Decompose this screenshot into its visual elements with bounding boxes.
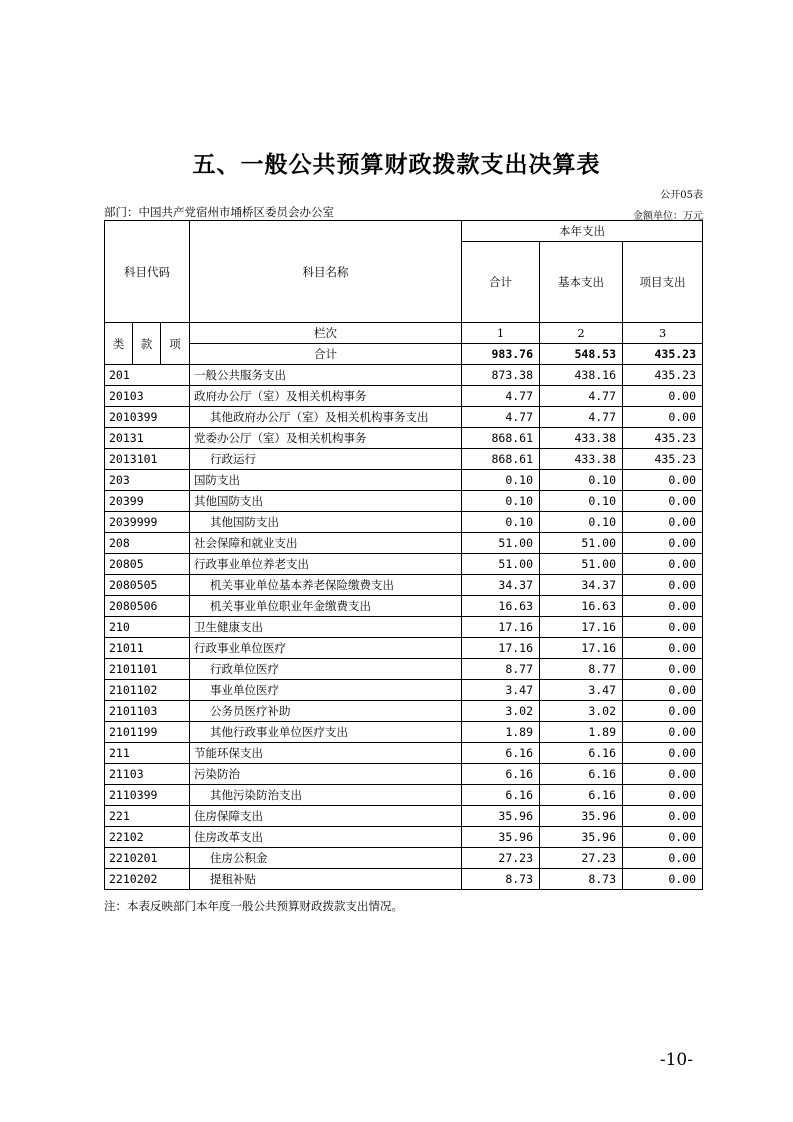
row-total: 0.10 [462,470,540,491]
table-row [105,365,703,386]
row-project: 0.00 [623,407,703,428]
row-code: 2101101 [105,659,190,680]
header-col3: 3 [623,323,703,344]
row-basic: 0.10 [540,491,623,512]
row-basic: 3.47 [540,680,623,701]
row-project: 0.00 [623,869,703,890]
row-basic: 6.16 [540,743,623,764]
row-project: 0.00 [623,533,703,554]
table-row [105,449,703,470]
row-basic: 0.10 [540,512,623,533]
row-name: 卫生健康支出 [190,617,462,638]
row-basic: 4.77 [540,407,623,428]
header-kuan: 款 [133,323,161,365]
table-row [105,617,703,638]
row-code: 21103 [105,764,190,785]
sum-total: 983.76 [462,344,540,365]
row-code: 210 [105,617,190,638]
row-total: 6.16 [462,785,540,806]
row-total: 1.89 [462,722,540,743]
row-name: 公务员医疗补助 [190,701,462,722]
row-code: 2101102 [105,680,190,701]
row-name: 其他国防支出 [190,491,462,512]
row-total: 17.16 [462,638,540,659]
table-row [105,470,703,491]
row-name: 其他国防支出 [190,512,462,533]
table-row [105,869,703,890]
sum-basic: 548.53 [540,344,623,365]
row-name: 住房保障支出 [190,806,462,827]
row-basic: 0.10 [540,470,623,491]
row-total: 35.96 [462,827,540,848]
row-code: 20805 [105,554,190,575]
row-name: 事业单位医疗 [190,680,462,701]
row-total: 27.23 [462,848,540,869]
row-basic: 51.00 [540,554,623,575]
table-row [105,680,703,701]
header-code-group: 科目代码 [105,221,190,323]
row-total: 868.61 [462,428,540,449]
row-basic: 1.89 [540,722,623,743]
row-total: 8.73 [462,869,540,890]
row-total: 4.77 [462,407,540,428]
table-row [105,575,703,596]
table-row [105,659,703,680]
table-row [105,722,703,743]
row-code: 221 [105,806,190,827]
row-project: 0.00 [623,827,703,848]
page-title: 五、一般公共预算财政拨款支出决算表 [192,152,601,178]
row-basic: 3.02 [540,701,623,722]
page-number: -10- [659,1050,693,1070]
row-basic: 17.16 [540,638,623,659]
table-row [105,386,703,407]
row-code: 2101103 [105,701,190,722]
row-name: 节能环保支出 [190,743,462,764]
row-project: 0.00 [623,386,703,407]
row-total: 17.16 [462,617,540,638]
row-basic: 17.16 [540,617,623,638]
row-code: 20131 [105,428,190,449]
row-basic: 34.37 [540,575,623,596]
row-basic: 35.96 [540,827,623,848]
row-basic: 438.16 [540,365,623,386]
row-name: 社会保障和就业支出 [190,533,462,554]
header-total: 合计 [462,242,540,323]
sum-row [105,344,703,365]
row-name: 行政单位医疗 [190,659,462,680]
row-project: 0.00 [623,764,703,785]
row-name: 行政事业单位医疗 [190,638,462,659]
header-row-1 [105,221,703,242]
row-code: 2101199 [105,722,190,743]
row-basic: 6.16 [540,785,623,806]
table-row [105,512,703,533]
table-row [105,764,703,785]
row-name: 政府办公厅（室）及相关机构事务 [190,386,462,407]
row-code: 2039999 [105,512,190,533]
header-current-year: 本年支出 [462,221,703,242]
row-project: 0.00 [623,491,703,512]
row-project: 435.23 [623,449,703,470]
row-project: 0.00 [623,638,703,659]
row-project: 0.00 [623,680,703,701]
row-name: 一般公共服务支出 [190,365,462,386]
row-total: 873.38 [462,365,540,386]
row-code: 2110399 [105,785,190,806]
row-project: 0.00 [623,554,703,575]
row-name: 国防支出 [190,470,462,491]
row-total: 3.47 [462,680,540,701]
row-total: 35.96 [462,806,540,827]
row-total: 0.10 [462,512,540,533]
row-name: 行政运行 [190,449,462,470]
row-project: 0.00 [623,701,703,722]
row-basic: 16.63 [540,596,623,617]
table-row [105,533,703,554]
header-col2: 2 [540,323,623,344]
row-code: 203 [105,470,190,491]
row-project: 435.23 [623,428,703,449]
row-project: 435.23 [623,365,703,386]
table-row [105,491,703,512]
row-code: 208 [105,533,190,554]
row-project: 0.00 [623,617,703,638]
row-name: 住房改革支出 [190,827,462,848]
header-col1: 1 [462,323,540,344]
header-column-label: 栏次 [190,323,462,344]
header-lei: 类 [105,323,133,365]
row-total: 3.02 [462,701,540,722]
row-total: 4.77 [462,386,540,407]
table-row [105,554,703,575]
row-total: 0.10 [462,491,540,512]
row-total: 6.16 [462,743,540,764]
sum-label: 合计 [190,344,462,365]
row-code: 20103 [105,386,190,407]
row-basic: 8.77 [540,659,623,680]
row-code: 22102 [105,827,190,848]
table-row [105,407,703,428]
row-name: 其他行政事业单位医疗支出 [190,722,462,743]
row-project: 0.00 [623,743,703,764]
table-row [105,743,703,764]
row-name: 污染防治 [190,764,462,785]
row-name: 机关事业单位职业年金缴费支出 [190,596,462,617]
row-basic: 27.23 [540,848,623,869]
row-name: 行政事业单位养老支出 [190,554,462,575]
table-row [105,785,703,806]
row-total: 6.16 [462,764,540,785]
row-code: 211 [105,743,190,764]
row-name: 机关事业单位基本养老保险缴费支出 [190,575,462,596]
row-code: 20399 [105,491,190,512]
expenditure-table [104,220,703,890]
row-project: 0.00 [623,596,703,617]
row-project: 0.00 [623,470,703,491]
row-code: 2210202 [105,869,190,890]
amount-unit: 金额单位：万元 [633,211,703,222]
sum-project: 435.23 [623,344,703,365]
row-basic: 35.96 [540,806,623,827]
table-row [105,701,703,722]
table-row [105,806,703,827]
row-total: 51.00 [462,554,540,575]
row-total: 8.77 [462,659,540,680]
row-code: 2080506 [105,596,190,617]
header-project: 项目支出 [623,242,703,323]
row-basic: 6.16 [540,764,623,785]
row-code: 2010399 [105,407,190,428]
header-basic: 基本支出 [540,242,623,323]
row-project: 0.00 [623,659,703,680]
table-row [105,848,703,869]
row-name: 提租补贴 [190,869,462,890]
row-name: 其他污染防治支出 [190,785,462,806]
row-name: 其他政府办公厅（室）及相关机构事务支出 [190,407,462,428]
form-number: 公开05表 [660,190,703,201]
table-row [105,638,703,659]
table-row [105,827,703,848]
row-basic: 51.00 [540,533,623,554]
row-code: 2080505 [105,575,190,596]
row-basic: 433.38 [540,428,623,449]
header-name: 科目名称 [190,221,462,323]
row-project: 0.00 [623,848,703,869]
row-project: 0.00 [623,512,703,533]
header-xiang: 项 [161,323,190,365]
row-code: 201 [105,365,190,386]
table-row [105,428,703,449]
header-row-3 [105,323,703,344]
department-label: 部门：中国共产党宿州市埇桥区委员会办公室 [104,205,334,219]
row-code: 2013101 [105,449,190,470]
row-total: 51.00 [462,533,540,554]
row-name: 住房公积金 [190,848,462,869]
row-basic: 4.77 [540,386,623,407]
row-total: 868.61 [462,449,540,470]
table-row [105,596,703,617]
row-total: 16.63 [462,596,540,617]
row-project: 0.00 [623,785,703,806]
row-project: 0.00 [623,806,703,827]
row-basic: 433.38 [540,449,623,470]
row-code: 21011 [105,638,190,659]
row-code: 2210201 [105,848,190,869]
row-name: 党委办公厅（室）及相关机构事务 [190,428,462,449]
row-basic: 8.73 [540,869,623,890]
table-note: 注：本表反映部门本年度一般公共预算财政拨款支出情况。 [104,899,403,913]
row-project: 0.00 [623,722,703,743]
row-total: 34.37 [462,575,540,596]
row-project: 0.00 [623,575,703,596]
